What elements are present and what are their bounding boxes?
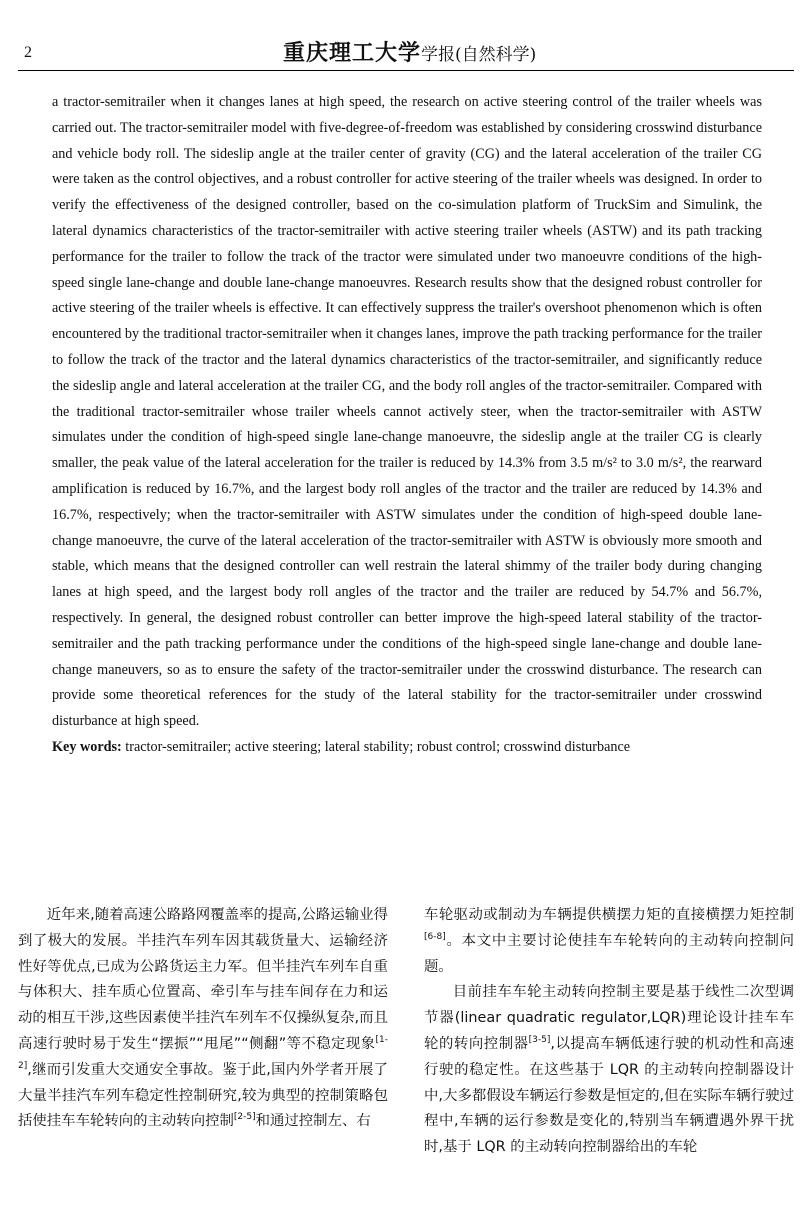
citation: [6-8] — [424, 932, 446, 942]
paragraph — [424, 903, 794, 980]
body-column-left — [18, 903, 388, 1135]
body-column-right — [424, 903, 794, 1161]
keywords-line — [52, 735, 762, 761]
paragraph-text: ,继而引发重大交通安全事故。鉴于此,国内外学者开展了大量半挂汽车列车稳定性控制研究,较为典型的控制策略包括使挂车车轮转向的主动转向控制 — [18, 1061, 388, 1130]
abstract-text: a tractor-semitrailer when it changes lanes at high speed, the research on active steering control of the trailer wheels was carried out. The tractor-semitrailer model with five-degree-of-freedom was established by considering crosswind disturbance and vehicle body roll. The sideslip angle at the trailer center of gravity (CG) and the lateral acceleration of the trailer CG were taken as the control objectives, and a robust controller for active steering of the trailer wheels was designed. In order to verify the effectiveness of the designed controller, based on the co-simulation platform of TruckSim and Simulink, the lateral dynamics characteristics of the tractor-semitrailer with active steering trailer wheels (ASTW) and its path tracking performance for the trailer to follow the track of the tractor were simulated under two manoeuvre conditions of the high-speed single lane-change and double lane-change manoeuvres. Research results show that the designed robust controller for active steering of the trailer wheels is effective. It can effectively suppress the trailer's overshoot phenomenon which is often encountered by the traditional tractor-semitrailer when it changes lanes, improve the path tracking performance for the trailer to follow the track of the tractor and the lateral dynamics characteristics of the tractor-semitrailer, and significantly reduce the sideslip angle and lateral acceleration at the trailer CG, and the body roll angles of the tractor-semitrailer. Compared with the traditional tractor-semitrailer whose trailer wheels cannot actively steer, when the tractor-semitrailer with ASTW simulates under the condition of high-speed single lane-change manoeuvre, the sideslip angle at the trailer CG is clearly smaller, the peak value of the lateral acceleration for the trailer is reduced by 14.3% from 3.5 m/s² to 3.0 m/s², the rearward amplification is reduced by 16.7%, and the largest body roll angles of the tractor and the trailer are reduced by 14.3% and 16.7%, respectively; when the tractor-semitrailer with ASTW simulates under the condition of high-speed double lane-change manoeuvre, the curve of the lateral acceleration of the tractor-semitrailer with ASTW is obviously more smooth and stable, which means that the designed controller can well restrain the lateral shimmy of the trailer body during changing lanes at high speed, and the largest body roll angles of the tractor and the trailer are reduced by 54.7% and 56.7%, respectively. In general, the designed robust controller can better improve the high-speed lateral stability of the tractor-semitrailer and the path tracking performance under the conditions of the high-speed single lane-change and double lane-change maneuvers, so as to ensure the safety of the tractor-semitrailer under the crosswind disturbance. The research can provide some theoretical references for the study of the lateral stability for the tractor-semitrailer under crosswind disturbance at high speed. — [52, 94, 762, 730]
paragraph-text: 目前挂车车轮主动转向控制主要是基于线性二次型调节器(linear quadratic regulator,LQR)理论设计挂车车轮的转向控制器 — [424, 984, 794, 1052]
abstract-block — [52, 90, 762, 761]
page-number: 2 — [24, 44, 32, 61]
paragraph — [18, 903, 388, 1135]
paragraph — [424, 980, 794, 1161]
citation: [3-5] — [528, 1035, 551, 1046]
page-header — [18, 34, 794, 74]
journal-name: 重庆理工大学 — [283, 40, 422, 66]
journal-subtitle: 学报(自然科学) — [421, 45, 537, 65]
paragraph-text: ,以提高车辆低速行驶的机动性和高速行驶的稳定性。在这些基于 LQR 的主动转向控制器设计中,大多都假设车辆运行参数是恒定的,但在实际车辆行驶过程中,车辆的运行参数是变化的,特别当车辆遭遇外界干扰时,基于 LQR 的主动转向控制器给出的车轮 — [424, 1035, 794, 1156]
keywords-text: tractor-semitrailer; active steering; lateral stability; robust control; crosswind disturbance — [125, 738, 631, 755]
paragraph-text: 。本文中主要讨论使挂车车轮转向的主动转向控制问题。 — [424, 932, 794, 975]
citation: [2-5] — [233, 1112, 256, 1123]
paragraph-text: 近年来,随着高速公路路网覆盖率的提高,公路运输业得到了极大的发展。半挂汽车列车因其载货量大、运输经济性好等优点,已成为公路货运主力军。但半挂汽车列车自重与体积大、挂车质心位置高、牵引车与挂车间存在力和运动的相互干涉,这些因素使半挂汽车列车不仅操纵复杂,而且高速行驶时易于发生“摆振”“甩尾”“侧翻”等不稳定现象 — [18, 907, 388, 1052]
keywords-label: Key words: — [52, 738, 122, 755]
journal-title — [283, 36, 536, 67]
citation: [1-2] — [18, 1035, 388, 1071]
paragraph-text: 车轮驱动或制动为车辆提供横摆力矩的直接横摆力矩控制 — [424, 907, 794, 923]
paragraph-text: 和通过控制左、右 — [255, 1113, 371, 1130]
header-rule — [18, 70, 794, 71]
